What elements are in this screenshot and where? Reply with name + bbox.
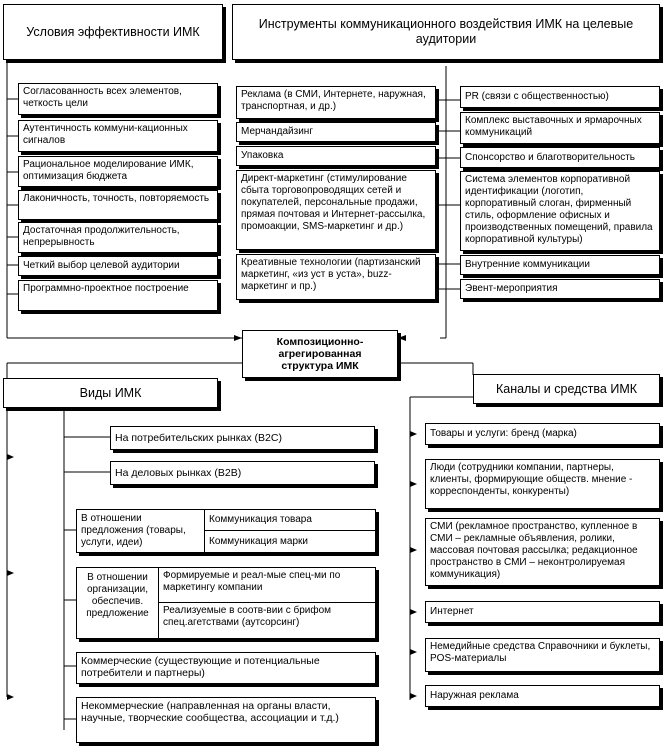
instrument-item [460,255,660,275]
offer-item-text: Коммуникация марки [209,535,308,547]
condition-item [18,120,218,152]
instrument-text: Комплекс выставочных и ярмарочных коммуникаций [465,115,642,138]
condition-text: Четкий выбор целевой аудитории [23,260,180,271]
offer-item [205,531,375,552]
channel-item [425,459,660,509]
instrument-item [460,86,660,108]
instrument-text: Реклама (в СМИ, Интернете, наружная, транспортная, и др.) [241,89,426,112]
org-label-text: В отношении организации, обеспечив. предложение [86,572,149,619]
channel-text: СМИ (рекламное пространство, купленное в СМИ – рекламные объявления, ролики, массовая почтовая рассылка; редакционное пространство в СМИ – неконтролируемая коммуникация) [430,521,638,580]
condition-item [18,83,218,115]
instrument-item [236,146,436,166]
center-title: Композиционно-агрегированная структура ИМК [276,336,364,372]
condition-item [18,256,218,276]
instrument-text: Упаковка [241,150,284,161]
instrument-item [460,279,660,299]
org-item [159,603,375,638]
center-structure-box [242,330,398,378]
offer-label-text: В отношении предложения (товары, услуги, идеи) [81,513,186,548]
condition-item [18,156,218,187]
type-commercial [76,652,376,684]
instrument-item [236,254,436,300]
condition-text: Лаконичность, точность, повторяемость [23,193,210,204]
instrument-text: Внутренние коммуникации [465,259,590,270]
channel-item [425,685,660,707]
instrument-text: Мерчандайзинг [241,126,313,137]
channel-text: Наружная реклама [430,690,519,701]
channel-item [425,518,660,586]
type-text: На потребительских рынках (В2С) [115,432,282,444]
condition-text: Аутентичность коммуни-кационных сигналов [23,123,188,146]
type-noncommercial [76,697,376,743]
type-text: Коммерческие (существующие и потенциальные потребители и партнеры) [81,655,320,679]
channel-item [425,423,660,445]
org-item-text: Реализуемые в соотв-вии с брифом спец.агетствами (аутсорсинг) [163,605,332,628]
org-item [159,568,375,603]
instrument-item [460,147,660,168]
condition-text: Достаточная продолжительность, непрерывность [23,225,180,248]
channels-header [473,374,660,404]
instrument-item [236,122,436,142]
channel-item [425,601,660,623]
type-b2c [110,426,375,450]
conditions-title: Условия эффективности ИМК [26,24,200,39]
offer-item [205,510,375,531]
channel-item [425,638,660,672]
offer-label [77,510,205,552]
type-text: Некоммерческие (направленная на органы власти, научные, творческие сообщества, ассоциации и т.д.) [81,700,339,724]
condition-item [18,190,218,220]
instrument-text: Эвент-мероприятия [465,283,558,294]
instrument-text: Креативные технологии (партизанский маркетинг, «из уст в уста», buzz-маркетинг и пр.) [241,257,421,292]
types-header [3,378,218,408]
channel-text: Интернет [430,606,474,617]
instruments-header [232,4,660,60]
condition-item [18,222,218,253]
condition-item [18,280,218,311]
types-title: Виды ИМК [79,385,142,400]
instrument-item [460,112,660,144]
instrument-text: Система элементов корпоративной идентификации (логотип, корпоративный слоган, фирменный стиль, оформление офисных и производственных помещений, правила корпоративной культуры) [465,174,653,245]
channel-text: Люди (сотрудники компании, партнеры, клиенты, формирующие обществ. мнение - корреспонденты, конкуренты) [430,462,633,497]
type-text: На деловых рынках (В2В) [115,467,242,479]
org-label [77,568,159,638]
instrument-item [236,86,436,119]
offer-item-text: Коммуникация товара [209,514,312,525]
channel-text: Немедийные средства Справочники и буклеты, POS-материалы [430,641,651,664]
type-org-group [76,567,376,639]
instruments-title: Инструменты коммуникационного воздействия ИМК на целевые аудитории [258,17,634,46]
channel-text: Товары и услуги: бренд (марка) [430,428,577,439]
channels-title: Каналы и средства ИМК [495,381,638,396]
org-item-text: Формируемые и реал-мые спец-ми по маркетингу компании [163,570,341,593]
condition-text: Согласованность всех элементов, четкость цели [23,86,182,109]
instrument-text: PR (связи с общественностью) [465,91,609,102]
conditions-header [3,4,223,60]
instrument-text: Спонсорство и благотворительность [465,151,635,163]
condition-text: Программно-проектное построение [23,283,189,294]
instrument-item [460,171,660,251]
instrument-item [236,170,436,250]
type-offer-group [76,509,376,553]
instrument-text: Директ-маркетинг (стимулирование сбыта торговопроводящих сетей и покупателей, персональные продажи, прямая почтовая и Интернет-рассылка, промоакции, SMS-маркетинг и др.) [241,173,426,232]
type-b2b [110,461,375,485]
condition-text: Рациональное моделирование ИМК, оптимизация бюджета [23,159,194,182]
